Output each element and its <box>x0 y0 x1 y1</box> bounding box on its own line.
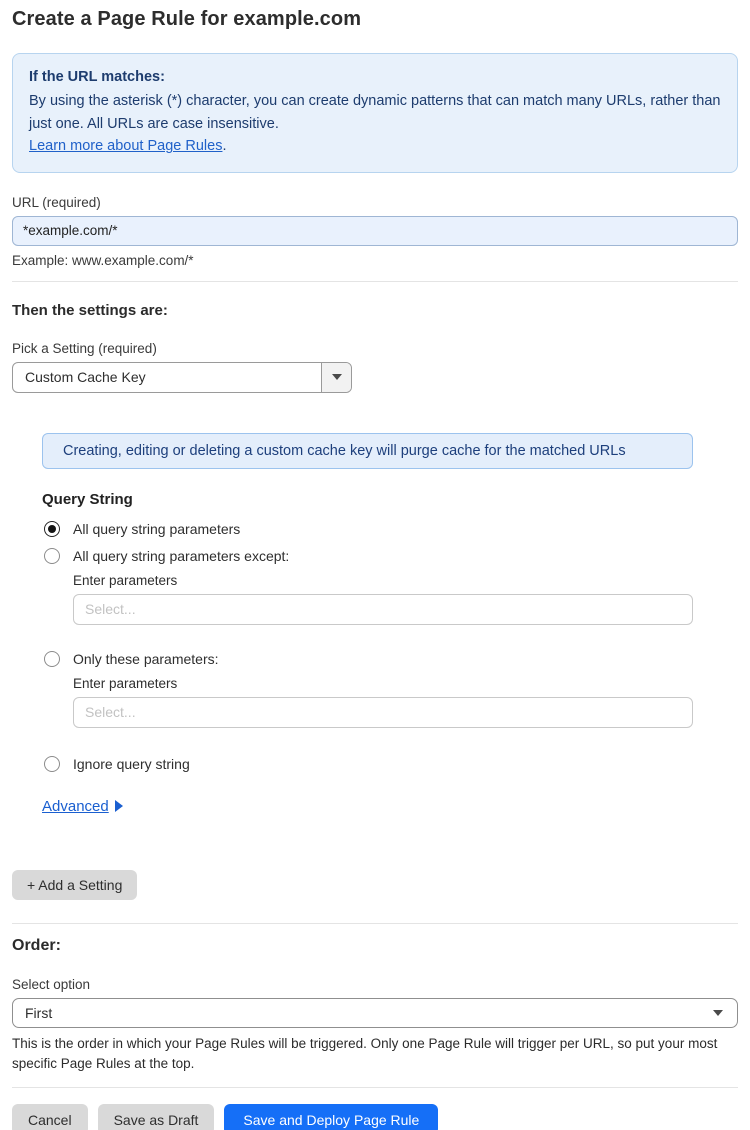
radio-option-all-except[interactable] <box>44 548 738 564</box>
radio-option-label: Ignore query string <box>73 755 190 772</box>
chevron-down-icon <box>332 374 342 380</box>
radio-option-label: All query string parameters except: <box>73 547 290 564</box>
enter-parameters-label: Enter parameters <box>73 675 178 691</box>
order-help-text: This is the order in which your Page Rules will be triggered. Only one Page Rule will trigger per URL, so put your most specific Page Rules at the top. <box>12 1035 718 1072</box>
order-dropdown[interactable] <box>12 998 738 1028</box>
info-box-link-line <box>29 135 721 157</box>
radio-icon <box>44 521 60 537</box>
footer-actions <box>12 1104 738 1130</box>
cache-purge-notice: Creating, editing or deleting a custom cache key will purge cache for the matched URLs <box>42 433 693 469</box>
setting-dropdown-value: Custom Cache Key <box>25 369 146 386</box>
divider <box>12 281 738 282</box>
url-example-text: Example: www.example.com/* <box>12 252 194 268</box>
info-box-body: By using the asterisk (*) character, you can create dynamic patterns that can match many URLs, rather than just one. All URLs are case insensitive. <box>29 93 721 132</box>
url-input[interactable] <box>12 216 738 246</box>
only-parameters-input[interactable] <box>73 697 693 728</box>
radio-option-ignore-qs[interactable] <box>44 756 738 772</box>
setting-dropdown[interactable] <box>12 362 352 393</box>
chevron-right-icon <box>115 800 123 812</box>
only-parameters-field <box>73 676 738 728</box>
save-and-deploy-button[interactable]: Save and Deploy Page Rule <box>224 1104 438 1130</box>
radio-icon <box>44 756 60 772</box>
page-title: Create a Page Rule for example.com <box>12 8 362 30</box>
radio-icon <box>44 548 60 564</box>
advanced-link[interactable]: Advanced <box>42 797 109 815</box>
url-label: URL (required) <box>12 194 101 210</box>
except-parameters-field <box>73 573 738 625</box>
chevron-down-icon <box>713 1010 723 1016</box>
add-setting-button[interactable]: + Add a Setting <box>12 870 137 900</box>
except-parameters-input[interactable] <box>73 594 693 625</box>
radio-option-label: All query string parameters <box>73 520 241 537</box>
url-match-info-box <box>12 53 738 173</box>
save-as-draft-button[interactable]: Save as Draft <box>98 1104 215 1130</box>
link-suffix: . <box>222 138 227 155</box>
enter-parameters-label: Enter parameters <box>73 572 178 588</box>
query-string-heading: Query String <box>42 490 133 508</box>
divider <box>12 1087 738 1088</box>
cancel-button[interactable]: Cancel <box>12 1104 88 1130</box>
select-option-label: Select option <box>12 976 91 992</box>
settings-heading: Then the settings are: <box>12 301 168 319</box>
advanced-toggle[interactable] <box>42 798 123 815</box>
divider <box>12 923 738 924</box>
radio-icon <box>44 651 60 667</box>
order-heading: Order: <box>12 936 61 954</box>
radio-option-label: Only these parameters: <box>73 650 219 667</box>
setting-dropdown-arrow-button[interactable] <box>321 363 351 392</box>
learn-more-link[interactable]: Learn more about Page Rules <box>29 138 223 155</box>
radio-option-all-params[interactable] <box>44 521 738 537</box>
order-dropdown-value: First <box>25 1004 53 1021</box>
radio-option-only-these[interactable] <box>44 651 738 667</box>
pick-setting-label: Pick a Setting (required) <box>12 340 157 356</box>
info-box-heading: If the URL matches: <box>29 69 165 85</box>
